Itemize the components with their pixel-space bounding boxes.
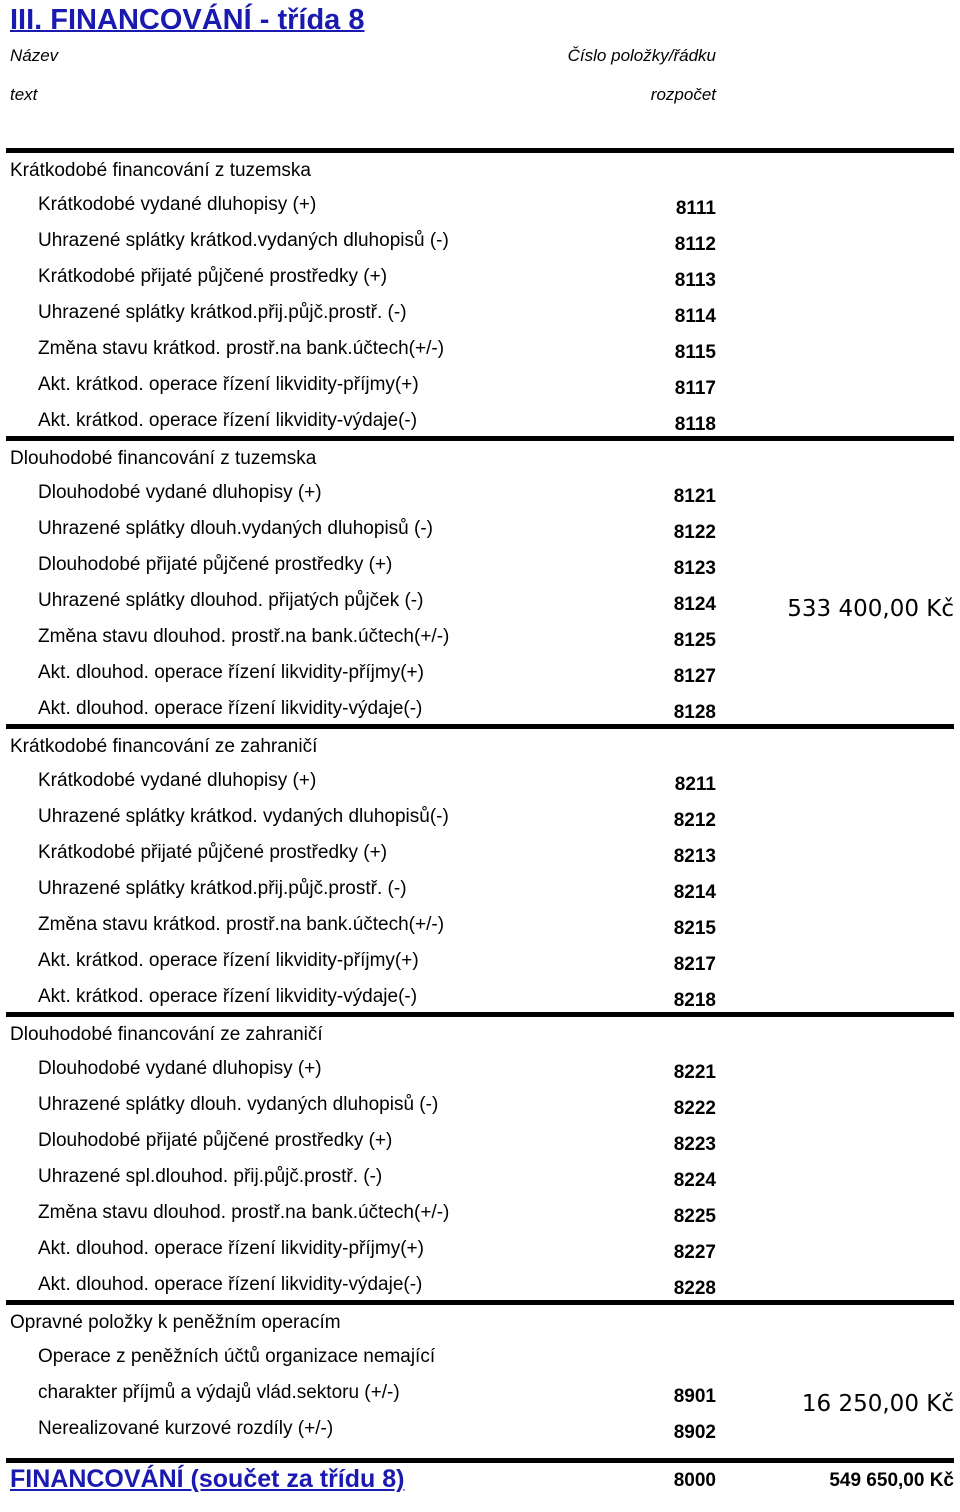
section-header-row xyxy=(0,1016,960,1052)
table-row xyxy=(0,512,960,548)
total-amount: 549 650,00 Kč xyxy=(829,1470,954,1491)
table-row xyxy=(0,1088,960,1124)
item-label: Uhrazené splátky dlouh.vydaných dluhopisů (-) xyxy=(38,518,433,539)
item-code: 8213 xyxy=(673,846,716,867)
item-code: 8113 xyxy=(674,270,716,291)
item-label: Akt. dlouhod. operace řízení likvidity-příjmy(+) xyxy=(38,1238,424,1259)
table-row xyxy=(0,548,960,584)
item-code: 8111 xyxy=(675,198,716,219)
item-code: 8127 xyxy=(673,666,716,687)
table-row xyxy=(0,656,960,692)
item-label: Akt. dlouhod. operace řízení likvidity-příjmy(+) xyxy=(38,662,424,683)
item-code: 8117 xyxy=(674,378,716,399)
item-code: 8212 xyxy=(673,810,716,831)
item-code: 8227 xyxy=(673,1242,716,1263)
section-header-row xyxy=(0,1304,960,1340)
table-row xyxy=(0,1232,960,1268)
item-label: Krátkodobé vydané dluhopisy (+) xyxy=(38,770,317,791)
item-label: Akt. krátkod. operace řízení likvidity-příjmy(+) xyxy=(38,950,419,971)
table-row xyxy=(0,872,960,908)
item-code: 8214 xyxy=(673,882,716,903)
page-title: III. FINANCOVÁNÍ - třída 8 xyxy=(10,4,365,36)
table-row xyxy=(0,800,960,836)
table-row xyxy=(0,188,960,224)
item-label: Krátkodobé přijaté půjčené prostředky (+) xyxy=(38,842,388,863)
table-row xyxy=(0,620,960,656)
item-label: Změna stavu krátkod. prostř.na bank.účtech(+/-) xyxy=(38,338,445,359)
table-row xyxy=(0,692,960,728)
item-label: Dlouhodobé vydané dluhopisy (+) xyxy=(38,482,322,503)
section-title: Krátkodobé financování ze zahraničí xyxy=(10,736,318,757)
item-label: Změna stavu dlouhod. prostř.na bank.účtech(+/-) xyxy=(38,1202,450,1223)
item-label: Krátkodobé přijaté půjčené prostředky (+) xyxy=(38,266,388,287)
amount-long-term-domestic: 533 400,00 Kč xyxy=(787,596,954,622)
item-code: 8221 xyxy=(673,1062,716,1083)
total-code: 8000 xyxy=(673,1470,716,1491)
item-label: Změna stavu krátkod. prostř.na bank.účtech(+/-) xyxy=(38,914,445,935)
table-row xyxy=(0,836,960,872)
item-label: Dlouhodobé přijaté půjčené prostředky (+) xyxy=(38,1130,393,1151)
section-header-row xyxy=(0,152,960,188)
table-row xyxy=(0,368,960,404)
table-row xyxy=(0,944,960,980)
table-row xyxy=(0,1124,960,1160)
table-row xyxy=(0,476,960,512)
item-code: 8228 xyxy=(673,1278,716,1299)
item-label: Uhrazené spl.dlouhod. přij.půjč.prostř. (-) xyxy=(38,1166,383,1187)
item-code: 8122 xyxy=(673,522,716,543)
item-code: 8223 xyxy=(673,1134,716,1155)
item-label: Uhrazené splátky krátkod.vydaných dluhopisů (-) xyxy=(38,230,449,251)
item-code: 8123 xyxy=(673,558,716,579)
item-label: Uhrazené splátky krátkod. vydaných dluhopisů(-) xyxy=(38,806,449,827)
item-code: 8225 xyxy=(673,1206,716,1227)
section-header-row xyxy=(0,440,960,476)
section-title: Dlouhodobé financování z tuzemska xyxy=(10,448,317,469)
item-code: 8901 xyxy=(673,1386,716,1407)
section-title: Krátkodobé financování z tuzemska xyxy=(10,160,312,181)
section-title: Dlouhodobé financování ze zahraničí xyxy=(10,1024,323,1045)
table-row xyxy=(0,1340,960,1376)
item-label: charakter příjmů a výdajů vlád.sektoru (+/-) xyxy=(38,1382,400,1403)
item-label: Akt. krátkod. operace řízení likvidity-příjmy(+) xyxy=(38,374,419,395)
item-label: Akt. dlouhod. operace řízení likvidity-výdaje(-) xyxy=(38,1274,423,1295)
section-title: Opravné položky k peněžním operacím xyxy=(10,1312,341,1333)
item-label: Změna stavu dlouhod. prostř.na bank.účtech(+/-) xyxy=(38,626,450,647)
item-code: 8902 xyxy=(673,1422,716,1443)
item-code: 8124 xyxy=(673,594,716,615)
table-row xyxy=(0,332,960,368)
item-code: 8217 xyxy=(673,954,716,975)
table-row xyxy=(0,404,960,440)
item-label: Uhrazené splátky krátkod.přij.půjč.prostř. (-) xyxy=(38,302,407,323)
item-code: 8112 xyxy=(674,234,716,255)
item-label: Krátkodobé vydané dluhopisy (+) xyxy=(38,194,317,215)
total-rule xyxy=(6,1458,954,1463)
table-row xyxy=(0,1160,960,1196)
table-row xyxy=(0,1412,960,1448)
item-code: 8128 xyxy=(673,702,716,723)
text-column-header: text xyxy=(10,85,38,104)
item-code: 8115 xyxy=(674,342,716,363)
section-header-row xyxy=(0,728,960,764)
name-column-header: Název xyxy=(10,46,59,65)
item-label: Akt. dlouhod. operace řízení likvidity-výdaje(-) xyxy=(38,698,423,719)
table-row xyxy=(0,260,960,296)
item-code: 8121 xyxy=(673,486,716,507)
budget-column-header: rozpočet xyxy=(650,85,716,104)
amount-corrections: 16 250,00 Kč xyxy=(801,1391,954,1417)
item-label: Operace z peněžních účtů organizace nemající xyxy=(38,1346,436,1367)
item-label: Dlouhodobé vydané dluhopisy (+) xyxy=(38,1058,322,1079)
table-row xyxy=(0,908,960,944)
item-label: Dlouhodobé přijaté půjčené prostředky (+) xyxy=(38,554,393,575)
item-code: 8224 xyxy=(673,1170,716,1191)
item-label: Nerealizované kurzové rozdíly (+/-) xyxy=(38,1418,334,1439)
item-column-header: Číslo položky/řádku xyxy=(567,46,716,65)
table-row xyxy=(0,296,960,332)
item-label: Akt. krátkod. operace řízení likvidity-výdaje(-) xyxy=(38,986,418,1007)
item-label: Uhrazené splátky dlouhod. přijatých půjček (-) xyxy=(38,590,424,611)
table-row xyxy=(0,980,960,1016)
item-code: 8215 xyxy=(673,918,716,939)
item-code: 8222 xyxy=(673,1098,716,1119)
item-code: 8125 xyxy=(673,630,716,651)
table-row xyxy=(0,764,960,800)
item-label: Akt. krátkod. operace řízení likvidity-výdaje(-) xyxy=(38,410,418,431)
total-label: FINANCOVÁNÍ (součet za třídu 8) xyxy=(10,1465,405,1493)
item-label: Uhrazené splátky krátkod.přij.půjč.prostř. (-) xyxy=(38,878,407,899)
item-code: 8114 xyxy=(674,306,716,327)
item-label: Uhrazené splátky dlouh. vydaných dluhopisů (-) xyxy=(38,1094,439,1115)
table-row xyxy=(0,224,960,260)
item-code: 8118 xyxy=(674,414,716,435)
table-row xyxy=(0,1052,960,1088)
table-row xyxy=(0,1196,960,1232)
item-code: 8218 xyxy=(673,990,716,1011)
item-code: 8211 xyxy=(674,774,716,795)
table-row xyxy=(0,1268,960,1304)
